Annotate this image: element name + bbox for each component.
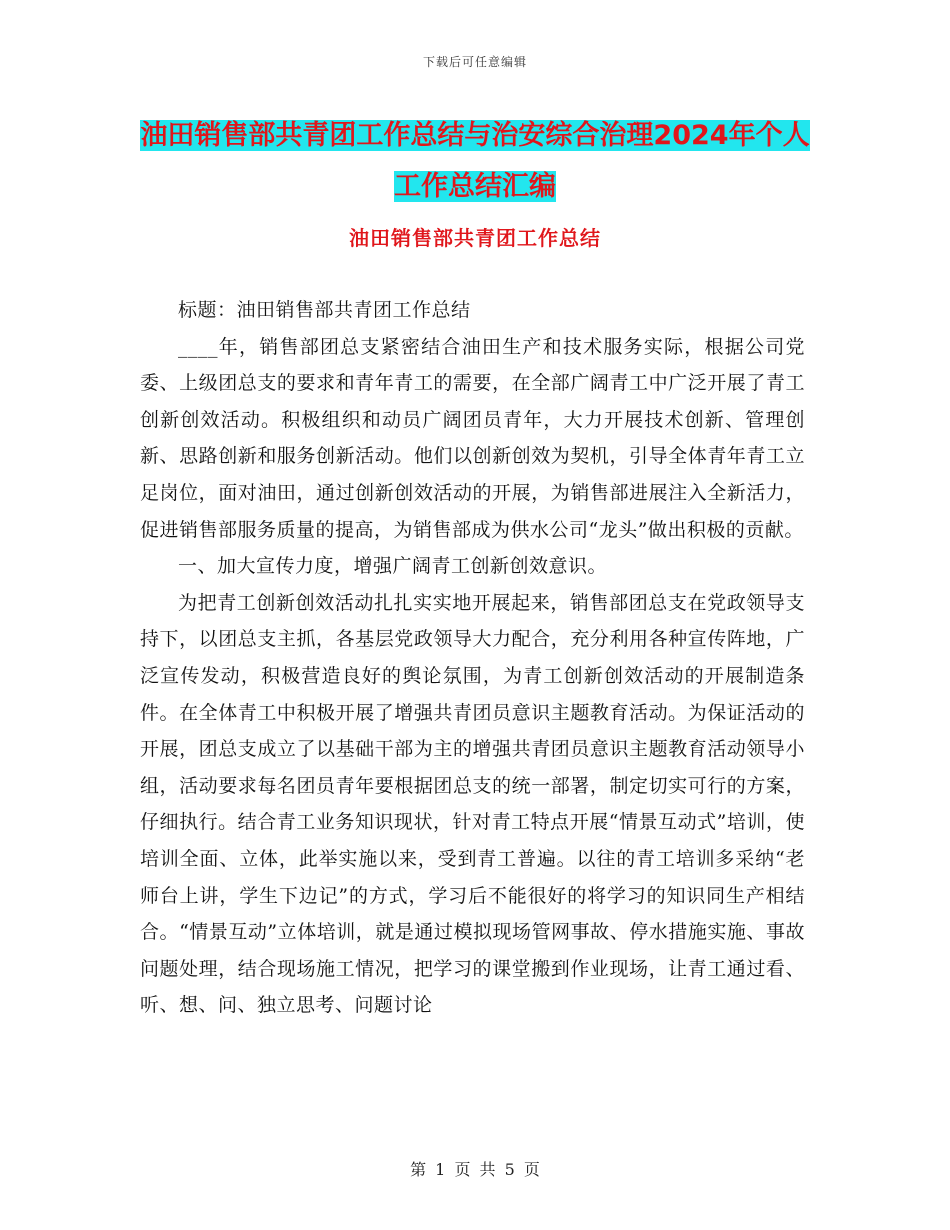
paragraph: ____年，销售部团总支紧密结合油田生产和技术服务实际，根据公司党委、上级团总支的要求和青年青工的需要，在全部广阔青工中广泛开展了青工创新创效活动。积极组织和动员广阔团员青年，大力开展技术创新、管理创新、思路创新和服务创新活动。他们以创新创效为契机，引导全体青年青工立足岗位，面对油田，通过创新创效活动的开展，为销售部进展注入全新活力，促进销售部服务质量的提高，为销售部成为供水公司“龙头”做出积极的贡献。 (140, 335, 805, 541)
document-title-text: 油田销售部共青团工作总结与治安综合治理2024年个人工作总结汇编 (140, 120, 810, 202)
header-note: 下载后可任意编辑 (422, 55, 527, 69)
paragraph: 一、加大宣传力度，增强广阔青工创新创效意识。 (178, 555, 608, 578)
section-title: 油田销售部共青团工作总结 (349, 226, 601, 250)
page-number: 第 1 页 共 5 页 (410, 1160, 540, 1179)
paragraph: 标题：油田销售部共青团工作总结 (178, 299, 471, 321)
document-body (140, 292, 805, 1024)
document-title (140, 110, 810, 212)
paragraph: 为把青工创新创效活动扎扎实实地开展起来，销售部团总支在党政领导支持下，以团总支主抓，各基层党政领导大力配合，充分利用各种宣传阵地，广泛宣传发动，积极营造良好的舆论氛围，为青工创新创效活动的开展制造条件。在全体青工中积极开展了增强共青团员意识主题教育活动。为保证活动的开展，团总支成立了以基础干部为主的增强共青团员意识主题教育活动领导小组，活动要求每名团员青年要根据团总支的统一部署，制定切实可行的方案，仔细执行。结合青工业务知识现状，针对青工特点开展“情景互动式”培训，使培训全面、立体，此举实施以来，受到青工普遍。以往的青工培训多采纳“老师台上讲，学生下边记”的方式，学习后不能很好的将学习的知识同生产相结合。“情景互动”立体培训，就是通过模拟现场管网事故、停水措施实施、事故问题处理，结合现场施工情况，把学习的课堂搬到作业现场，让青工通过看、听、想、问、独立思考、问题讨论 (140, 591, 805, 1017)
